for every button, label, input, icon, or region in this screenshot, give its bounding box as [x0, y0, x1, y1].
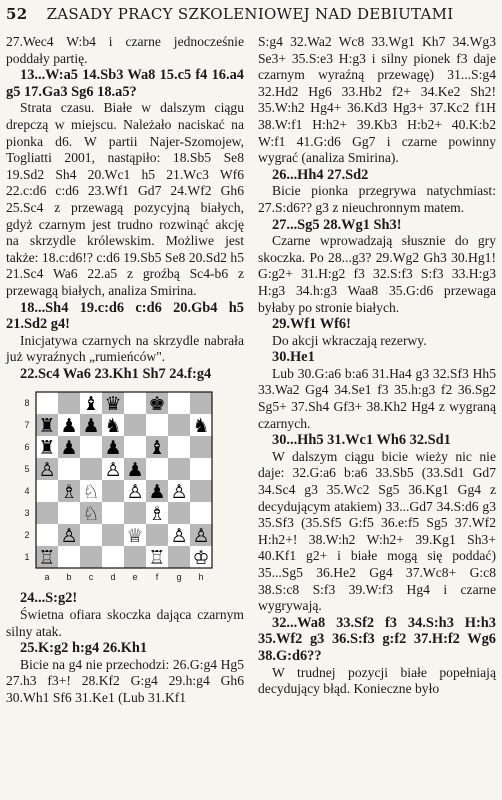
chess-piece-e2: ♕ [126, 525, 144, 548]
board-square-e3 [124, 502, 146, 524]
chess-piece-h7: ♞ [192, 415, 210, 438]
paragraph: S:g4 32.Wa2 Wc8 33.Wg1 Kh7 34.Wg3 Se3+ 35.S:e3 H:g3 i silny pionek f3 daje czarnym wyraźną przewagę) 31...S:g4 32.Hd2 Hg6 33.Hb2 f2+ 34.Ke2 Sh2! 35.W:h2 Hg4+ 36.Kd3 Hg3+ 37.Kc2 f1H 38.W:f1 H:h2+ 39.Kb3 H:b2+ 40.K:b2 W:f1 41.G:d6 Gg7 i czarne powinny wygrać (analiza Smirina). [258, 34, 496, 166]
chess-piece-e5: ♟ [126, 459, 144, 482]
paragraph: Inicjatywa czarnych na skrzydle nabrała już wyraźnych „rumieńców". [6, 332, 244, 365]
chess-piece-g2: ♙ [170, 525, 188, 548]
board-square-f2 [146, 524, 168, 546]
paragraph: W trudnej pozycji białe popełniają decydujący błąd. Konieczne było [258, 664, 496, 697]
board-square-e7 [124, 414, 146, 436]
board-square-e8 [124, 392, 146, 414]
chess-piece-f3: ♗ [148, 503, 166, 526]
rank-label: 5 [24, 464, 30, 475]
board-square-h5 [190, 458, 212, 480]
chess-piece-f4: ♟ [148, 481, 166, 504]
rank-label: 3 [24, 508, 30, 519]
left-column [6, 34, 244, 707]
paragraph: Bicie na g4 nie przechodzi: 26.G:g4 Hg5 27.h3 f3+! 28.Kf2 G:g4 29.h:g4 Gh6 30.Wh1 Sf6 31.Ke1 (Lub 31.Kf1 [6, 656, 244, 706]
board-square-f7 [146, 414, 168, 436]
chess-piece-c7: ♟ [82, 415, 100, 438]
board-square-b1 [58, 546, 80, 568]
chess-piece-a1: ♖ [38, 547, 56, 570]
file-label: e [132, 572, 138, 583]
board-square-c5 [80, 458, 102, 480]
move-line: 26...Hh4 27.Sd2 [272, 166, 369, 183]
board-square-c2 [80, 524, 102, 546]
chess-piece-d5: ♙ [104, 459, 122, 482]
chess-piece-h1: ♔ [192, 547, 210, 570]
rank-label: 2 [24, 530, 30, 541]
paragraph: Czarne wprowadzają słusznie do gry skoczka. Po 28...g3? 29.Wg2 Gh3 30.Hg1! G:g2+ 31.H:g2 f3 32.S:f3 S:f3 33.H:g3 H:g3 34.h:g3 Waa8 35.G:d6 przewaga byłaby po stronie białych. [258, 233, 496, 315]
right-column [258, 34, 496, 698]
paragraph: Do akcji wkraczają rezerwy. [272, 332, 427, 348]
chess-piece-a6: ♜ [38, 437, 56, 460]
file-label: h [198, 572, 204, 583]
paragraph: Lub 30.G:a6 b:a6 31.Ha4 g3 32.Sf3 Hh5 33.Wa2 Gg4 34.Se1 f3 35.h:g3 f2 36.Sg2 Sg5+ 37.Sh4 Gf3+ 38.Kh2 Hg4 z wygraną czarnych. [258, 365, 496, 431]
chess-piece-d8: ♛ [104, 393, 122, 416]
chess-piece-f6: ♝ [148, 437, 166, 460]
move-line: 30.He1 [272, 349, 315, 366]
board-square-f5 [146, 458, 168, 480]
board-square-g1 [168, 546, 190, 568]
chess-piece-b2: ♙ [60, 525, 78, 548]
board-square-g7 [168, 414, 190, 436]
chess-piece-a7: ♜ [38, 415, 56, 438]
running-title: ZASADY PRACY SZKOLENIOWEJ NAD DEBIUTAMI [46, 5, 454, 23]
board-square-a2 [36, 524, 58, 546]
file-label: f [155, 572, 159, 583]
board-square-d1 [102, 546, 124, 568]
chess-piece-c8: ♝ [82, 393, 100, 416]
move-line: 18...Sh4 19.c:d6 c:d6 20.Gb4 h5 21.Sd2 g4! [6, 299, 244, 333]
board-square-h8 [190, 392, 212, 414]
board-square-b3 [58, 502, 80, 524]
chess-diagram [20, 388, 220, 588]
paragraph: 27.Wec4 W:b4 i czarne jednocześnie poddały partię. [6, 34, 244, 66]
chess-piece-b7: ♟ [60, 415, 78, 438]
board-square-g3 [168, 502, 190, 524]
move-line: 27...Sg5 28.Wg1 Sh3! [272, 216, 402, 233]
move-line: 22.Sc4 Wa6 23.Kh1 Sh7 24.f:g4 [20, 365, 212, 382]
move-line: 25.K:g2 h:g4 26.Kh1 [20, 640, 148, 657]
chess-piece-c3: ♘ [82, 503, 100, 526]
chess-piece-d7: ♞ [104, 415, 122, 438]
board-square-a8 [36, 392, 58, 414]
chess-piece-a5: ♙ [38, 459, 56, 482]
paragraph: Strata czasu. Białe w dalszym ciągu drepczą w miejscu. Należało naciskać na pionka d6. W partii Najer-Szomojew, Togliatti 2001, nastąpiło: 18.Sb5 Se8 19.Sd2 Sh4 20.Wc1 h5 21.Wc3 Wf6 22.c:d6 c:d6 23.Wf1 Gd7 24.Wf2 Gh6 25.Sc4 z przewagą pozycyjną białych, gdyż czarnym jest trudno rozwinąć akcję na skrzydle królewskim. Możliwe jest także: 18.c:d6!? c:d6 19.Sb5 Se8 20.Sd2 h5 21.Sc4 Wa6 22.a5 z groźbą Sc4-b6 z przewagą białych, analiza Smirina. [6, 100, 244, 298]
rank-label: 6 [24, 442, 30, 453]
chess-piece-d6: ♟ [104, 437, 122, 460]
chess-piece-b4: ♗ [60, 481, 78, 504]
chess-piece-f1: ♖ [148, 547, 166, 570]
chess-piece-f8: ♚ [148, 393, 166, 416]
chess-board [20, 388, 220, 588]
rank-label: 7 [24, 420, 30, 431]
move-line: 30...Hh5 31.Wc1 Wh6 32.Sd1 [272, 432, 451, 449]
board-square-h3 [190, 502, 212, 524]
board-square-g8 [168, 392, 190, 414]
board-square-b8 [58, 392, 80, 414]
board-square-g5 [168, 458, 190, 480]
page-header [6, 5, 496, 27]
board-square-d3 [102, 502, 124, 524]
file-label: g [176, 572, 182, 583]
file-label: c [88, 572, 94, 583]
board-square-e1 [124, 546, 146, 568]
rank-label: 4 [24, 486, 30, 497]
board-square-b5 [58, 458, 80, 480]
board-square-g6 [168, 436, 190, 458]
board-square-h6 [190, 436, 212, 458]
board-square-a3 [36, 502, 58, 524]
board-square-c6 [80, 436, 102, 458]
file-label: b [66, 572, 72, 583]
board-square-a4 [36, 480, 58, 502]
chess-piece-b6: ♟ [60, 437, 78, 460]
chess-piece-e4: ♙ [126, 481, 144, 504]
file-label: a [44, 572, 50, 583]
move-line: 29.Wf1 Wf6! [272, 316, 351, 333]
paragraph: W dalszym ciągu bicie wieży nic nie daje: 32.G:a6 b:a6 33.Sb5 (33.Sd1 Gd7 34.Sc4 g3 35.Wc2 Sg5 36.Kg1 Gg4 z decydującym atakiem) 33...Gd7 34.S:d6 g3 35.Sf3 (35.Sf5 G:f5 36.e:f5 Sg5 37.Wf2 H:h2+! 38.W:h2 W:h2+ 39.Kg1 Sh3+ 40.Kf1 g2+ i białe mogą się poddać) 35...Sg5 36.He2 Gg4 37.Wc8+ G:c8 38.S:c8 S:f3 39.W:f3 Hg4 i czarne wygrywają. [258, 448, 496, 614]
rank-label: 8 [24, 398, 30, 409]
move-line: 24...S:g2! [20, 590, 78, 607]
paragraph: Bicie pionka przegrywa natychmiast: 27.S:d6?? g3 z nieuchronnym matem. [258, 183, 496, 215]
rank-label: 1 [24, 552, 30, 563]
board-square-h4 [190, 480, 212, 502]
board-square-d2 [102, 524, 124, 546]
board-square-d4 [102, 480, 124, 502]
chess-piece-g4: ♙ [170, 481, 188, 504]
move-line: 32...Wa8 33.Sf2 f3 34.S:h3 H:h3 35.Wf2 g3 36.S:f3 g:f2 37.H:f2 Wg6 38.G:d6?? [258, 614, 496, 664]
board-square-c1 [80, 546, 102, 568]
move-line: 13...W:a5 14.Sb3 Wa8 15.c5 f4 16.a4 g5 17.Ga3 Sg6 18.a5? [6, 67, 244, 100]
chess-piece-h2: ♙ [192, 525, 210, 548]
paragraph: Świetna ofiara skoczka dająca czarnym silny atak. [6, 607, 244, 639]
board-square-e6 [124, 436, 146, 458]
chess-piece-c4: ♘ [82, 481, 100, 504]
page-number: 52 [6, 5, 28, 23]
file-label: d [110, 572, 116, 583]
